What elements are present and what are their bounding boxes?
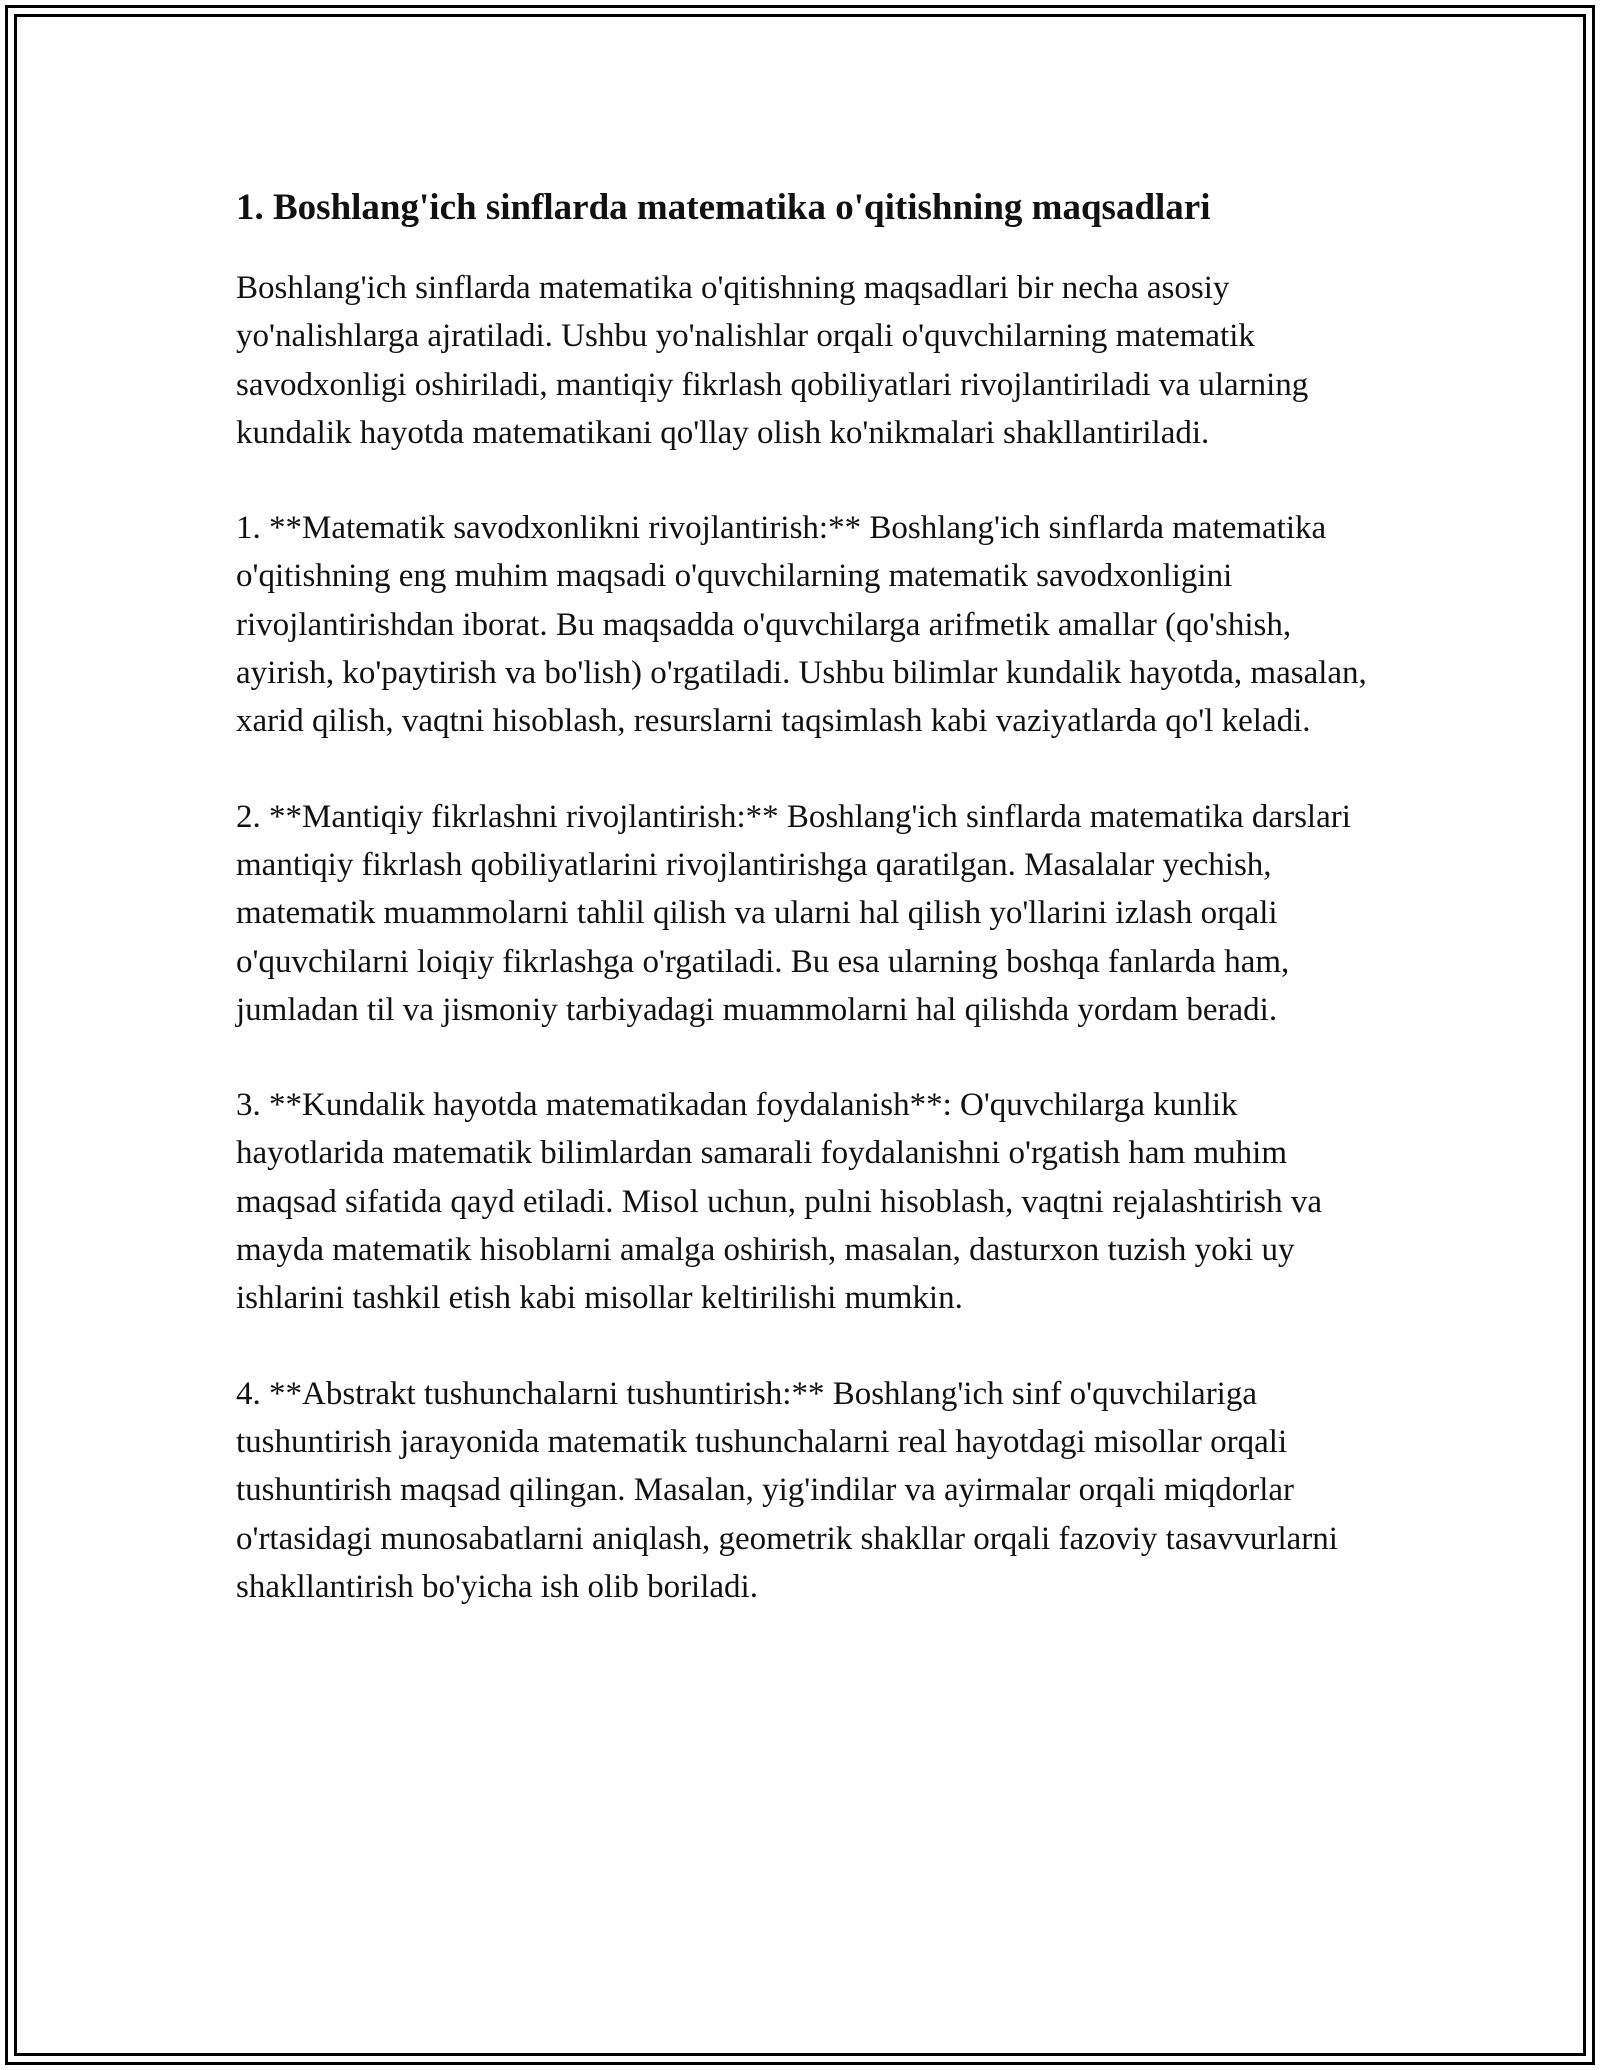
paragraph-literacy: 1. **Matematik savodxonlikni rivojlantirish:** Boshlang'ich sinflarda matematika o'qitishning eng muhim maqsadi o'quvchilarning matematik savodxonligini rivojlantirishdan iborat. Bu maqsadda o'quvchilarga arifmetik amallar (qo'shish, ayirish, ko'paytirish va bo'lish) o'rgatiladi. Ushbu bilimlar kundalik hayotda, masalan, xarid qilish, vaqtni hisoblash, resurslarni taqsimlash kabi vaziyatlarda qo'l keladi. [236, 510, 1367, 740]
paragraph-abstract-concepts: 4. **Abstrakt tushunchalarni tushuntirish:** Boshlang'ich sinf o'quvchilariga tushuntirish jarayonida matematik tushunchalarni real hayotdagi misollar orqali tushuntirish maqsad qilingan. Masalan, yig'indilar va ayirmalar orqali miqdorlar o'rtasidagi munosabatlarni aniqlash, geometrik shakllar orqali fazoviy tasavvurlarni shakllantirish bo'yicha ish olib boriladi. [236, 1375, 1338, 1605]
intro-paragraph: Boshlang'ich sinflarda matematika o'qitishning maqsadlari bir necha asosiy yo'nalishlarga ajratiladi. Ushbu yo'nalishlar orqali o'quvchilarning matematik savodxonligi oshiriladi, mantiqiy fikrlash qobiliyatlari rivojlantiriladi va ularning kundalik hayotda matematikani qo'llay olish ko'nikmalari shakllantiriladi. [236, 270, 1309, 451]
document-body [236, 184, 1376, 1658]
paragraph-logical-thinking: 2. **Mantiqiy fikrlashni rivojlantirish:** Boshlang'ich sinflarda matematika darslari mantiqiy fikrlash qobiliyatlarini rivojlantirishga qaratilgan. Masalalar yechish, matematik muammolarni tahlil qilish va ularni hal qilish yo'llarini izlash orqali o'quvchilarni loiqiy fikrlashga o'rgatiladi. Bu esa ularning boshqa fanlarda ham, jumladan til va jismoniy tarbiyadagi muammolarni hal qilishda yordam beradi. [236, 798, 1351, 1028]
section-title: 1. Boshlang'ich sinflarda matematika o'qitishning maqsadlari [236, 187, 1211, 228]
paragraph-daily-life: 3. **Kundalik hayotda matematikadan foydalanish**: O'quvchilarga kunlik hayotlarida matematik bilimlardan samarali foydalanishni o'rgatish ham muhim maqsad sifatida qayd etiladi. Misol uchun, pulni hisoblash, vaqtni rejalashtirish va mayda matematik hisoblarni amalga oshirish, masalan, dasturxon tuzish yoki uy ishlarini tashkil etish kabi misollar keltirilishi mumkin. [236, 1087, 1323, 1317]
